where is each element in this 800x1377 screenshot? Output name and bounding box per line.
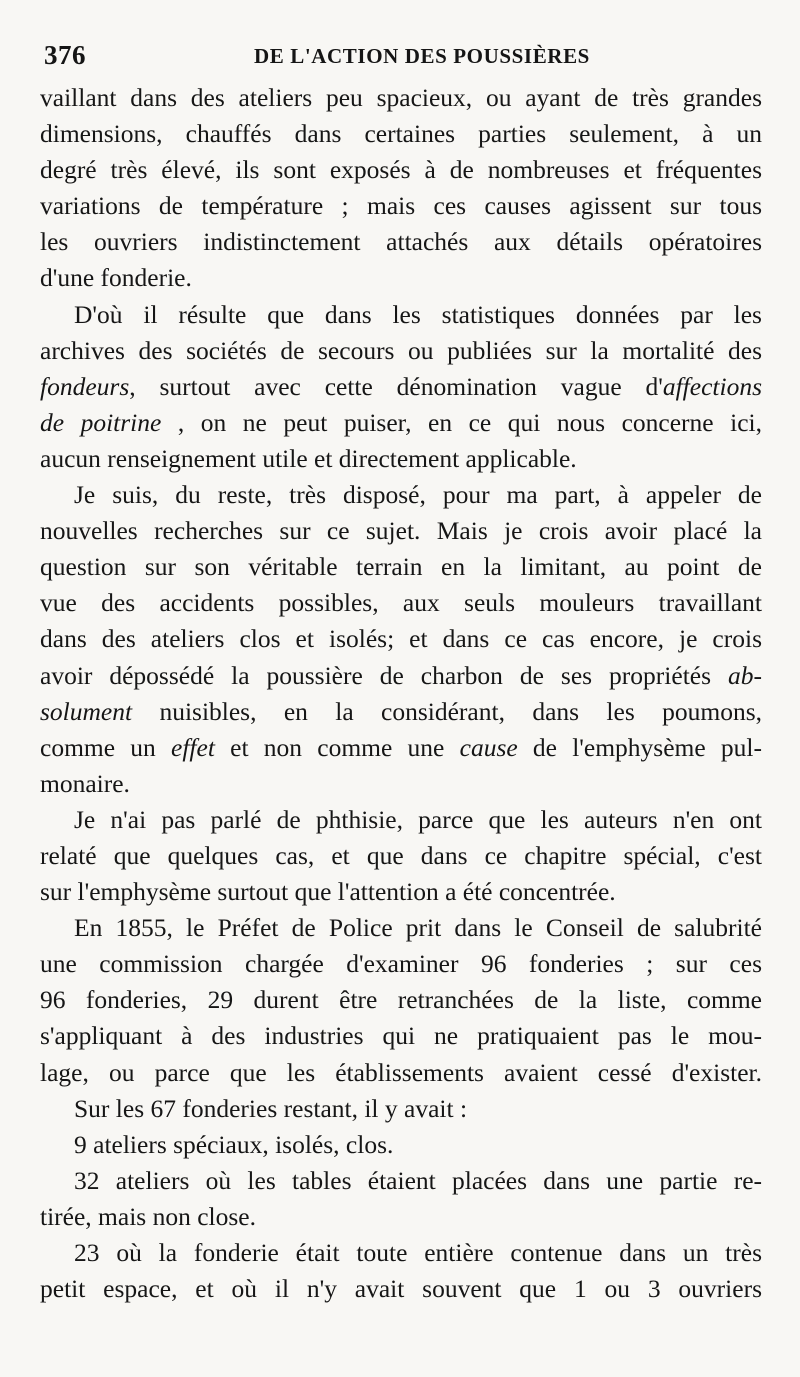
text-line: En 1855, le Préfet de Police prit dans le Conseil de salubrité <box>74 913 762 943</box>
text-line: 32 ateliers où les tables étaient placées dans une partie re- <box>74 1165 762 1195</box>
italic-text: solument <box>40 696 133 726</box>
text-line: dimensions, chauffés dans certaines parties seulement, à un <box>40 119 762 149</box>
page-number: 376 <box>44 40 86 70</box>
text-line: vue des accidents possibles, aux seuls mouleurs travaillant <box>40 588 762 618</box>
text-line: relaté que quelques cas, et que dans ce chapitre spécial, c'est <box>40 840 762 870</box>
text-fragment: et non comme une <box>214 732 460 762</box>
text-line: sur l'emphysème surtout que l'attention a été concentrée. <box>40 877 616 907</box>
text-fragment: , surtout avec cette dénomination vague d' <box>129 371 663 401</box>
text-line: s'appliquant à des industries qui ne pratiquaient pas le mou- <box>40 1021 762 1051</box>
text-fragment: nuisibles, en la considérant, dans les poumons, <box>132 696 762 726</box>
text-line: Je n'ai pas parlé de phthisie, parce que les auteurs n'en ont <box>74 804 762 834</box>
text-line: 96 fonderies, 29 durent être retranchées de la liste, comme <box>40 985 762 1015</box>
italic-text: effet <box>171 732 215 762</box>
text-line: petit espace, et où il n'y avait souvent que 1 ou 3 ouvriers <box>40 1274 762 1304</box>
italic-text: ab- <box>728 660 762 690</box>
text-line: aucun renseignement utile et directement applicable. <box>40 443 577 473</box>
text-line: D'où il résulte que dans les statistiques données par les <box>74 299 762 329</box>
text-fragment: comme un <box>40 732 172 762</box>
text-line: Sur les 67 fonderies restant, il y avait : <box>74 1093 468 1123</box>
text-line <box>40 730 762 766</box>
text-line <box>40 694 762 730</box>
text-fragment: avoir dépossédé la poussière de charbon de ses propriétés <box>40 660 728 690</box>
text-line: Je suis, du reste, très disposé, pour ma part, à appeler de <box>74 480 762 510</box>
italic-text: fondeurs <box>40 371 130 401</box>
text-line: d'une fonderie. <box>40 263 192 293</box>
text-line <box>40 658 762 694</box>
text-line: les ouvriers indistinctement attachés aux détails opératoires <box>40 227 762 257</box>
italic-text: affections <box>662 371 762 401</box>
running-title: DE L'ACTION DES POUSSIÈRES <box>254 44 590 68</box>
text-line: tirée, mais non close. <box>40 1201 256 1231</box>
text-line: lage, ou parce que les établissements avaient cessé d'exister. <box>40 1057 762 1087</box>
text-line: une commission chargée d'examiner 96 fonderies ; sur ces <box>40 949 762 979</box>
italic-text: de poitrine <box>40 407 162 437</box>
text-line: 23 où la fonderie était toute entière contenue dans un très <box>74 1238 762 1267</box>
text-line: variations de température ; mais ces causes agissent sur tous <box>40 191 762 221</box>
text-line: monaire. <box>40 768 130 798</box>
italic-text: cause <box>459 732 518 762</box>
text-line <box>40 405 762 441</box>
text-line: archives des sociétés de secours ou publiées sur la mortalité des <box>40 335 762 365</box>
text-fragment: , on ne peut puiser, en ce qui nous concerne ici, <box>161 407 762 437</box>
text-line: question sur son véritable terrain en la limitant, au point de <box>40 552 762 582</box>
text-line: degré très élevé, ils sont exposés à de nombreuses et fréquentes <box>40 155 762 185</box>
text-fragment: de l'emphysème pul- <box>517 732 763 762</box>
page-header <box>44 40 760 76</box>
text-line: vaillant dans des ateliers peu spacieux, ou ayant de très grandes <box>40 83 762 112</box>
text-line: dans des ateliers clos et isolés; et dans ce cas encore, je crois <box>40 624 762 654</box>
text-line <box>40 369 762 405</box>
text-line: 9 ateliers spéciaux, isolés, clos. <box>74 1129 394 1159</box>
text-line: nouvelles recherches sur ce sujet. Mais je crois avoir placé la <box>40 516 762 546</box>
body-text <box>40 80 762 1307</box>
